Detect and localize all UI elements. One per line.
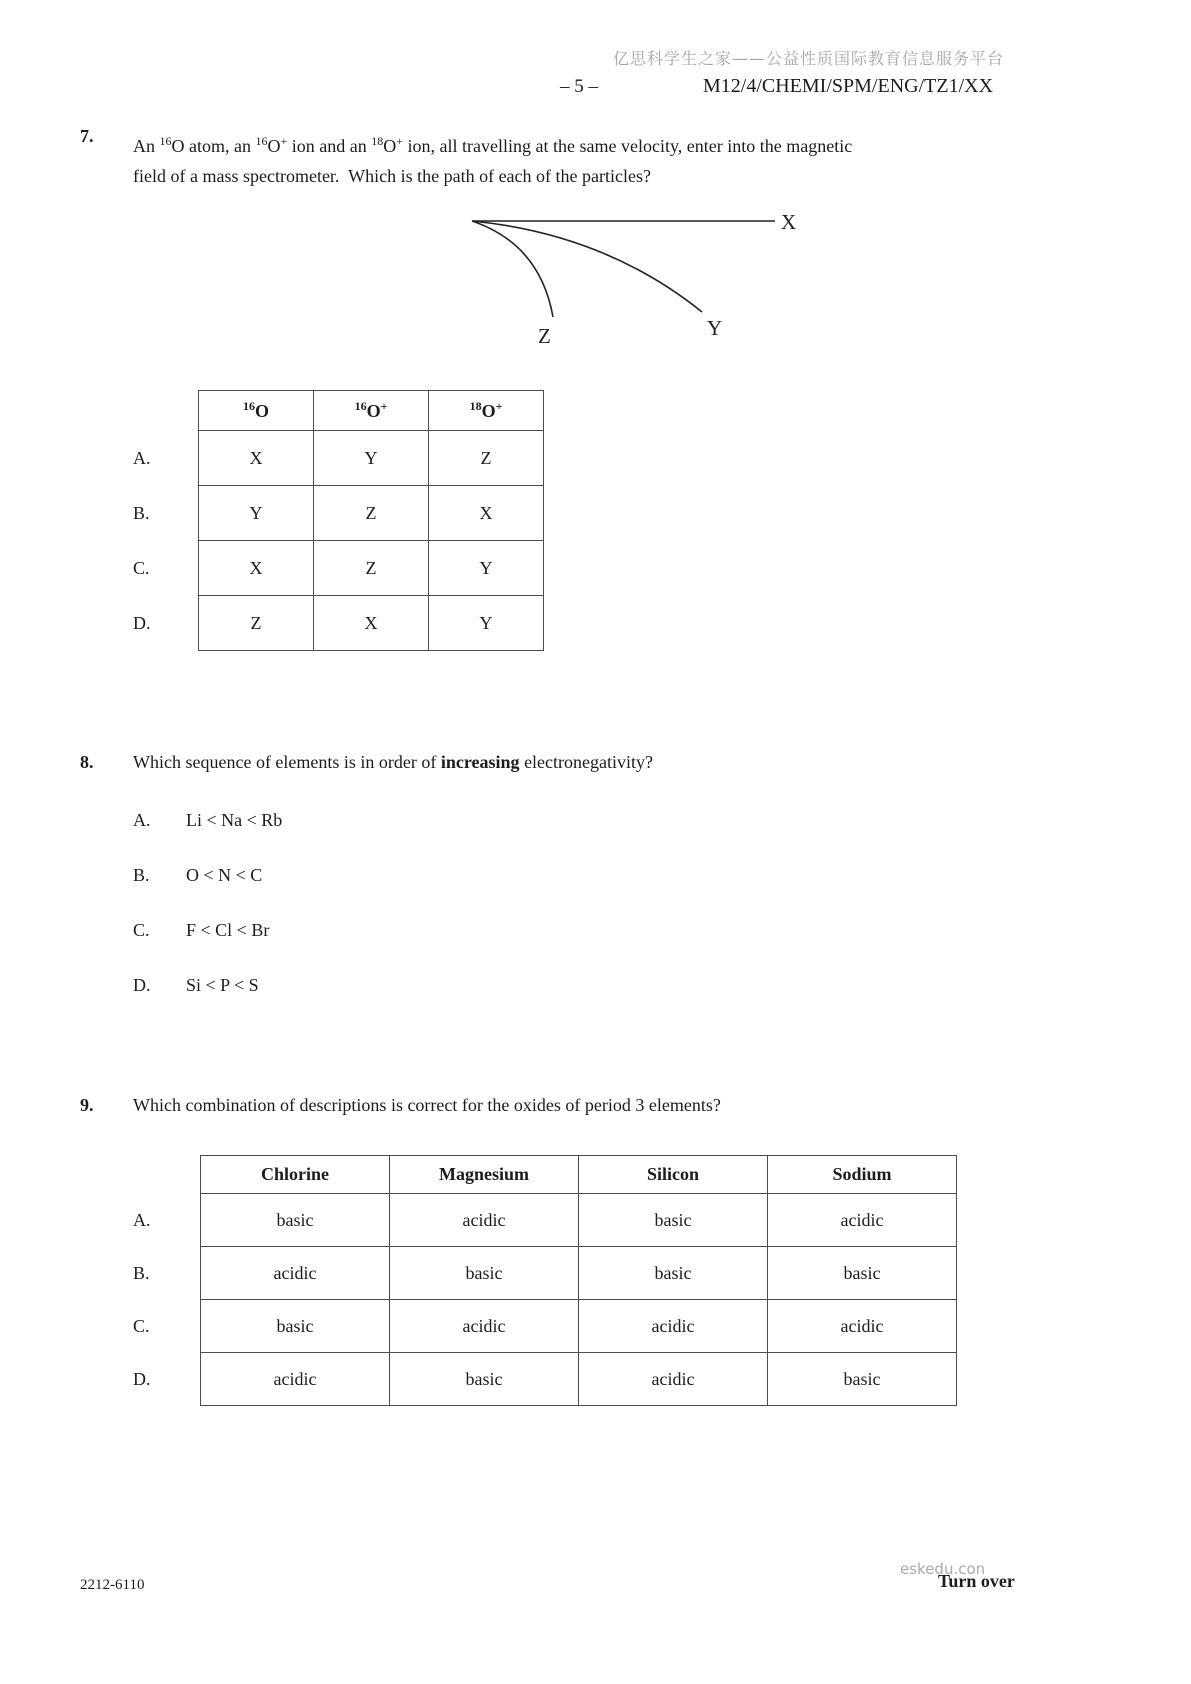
q9-cell: acidic	[579, 1353, 768, 1406]
option-letter: B.	[133, 865, 150, 885]
q7-col-header: $^{16}$O	[199, 391, 314, 431]
q9-cell: acidic	[201, 1247, 390, 1300]
q9-cell: basic	[390, 1353, 579, 1406]
q7-number: 7.	[80, 126, 94, 146]
q9-cell: acidic	[579, 1300, 768, 1353]
footer-watermark: eskedu.con	[900, 1560, 986, 1578]
q9-cell: basic	[768, 1353, 957, 1406]
q7-table-row	[133, 431, 544, 486]
q9-number: 9.	[80, 1095, 94, 1115]
q7-table-row	[133, 541, 544, 596]
q9-cell: acidic	[201, 1353, 390, 1406]
q9-row-label: A.	[133, 1209, 151, 1230]
q7-cell: X	[199, 431, 314, 486]
turn-over-label: Turn over	[938, 1571, 1015, 1591]
q7-cell: Y	[429, 541, 544, 596]
q9-table-row	[133, 1247, 957, 1300]
q8-number: 8.	[80, 752, 94, 772]
q7-row-label: A.	[133, 447, 151, 468]
q7-text: An $^{16}$O atom, an $^{16}$O+ ion and an $^{18}$O+ ion, all travelling at the same velocity, enter into the magnetic field of a mass spectrometer. Which is the path of each of the particles?	[133, 134, 853, 186]
q9-row-label: B.	[133, 1262, 150, 1283]
option-text: F < Cl < Br	[186, 920, 270, 940]
option-letter: A.	[133, 810, 151, 830]
q9-row-label: D.	[133, 1368, 151, 1389]
q7-header-gutter	[133, 391, 199, 431]
header-watermark: 亿思科学生之家——公益性质国际教育信息服务平台	[613, 49, 1005, 68]
q7-cell: X	[314, 596, 429, 651]
paper-code: M12/4/CHEMI/SPM/ENG/TZ1/XX	[703, 75, 994, 97]
page-number: – 5 –	[560, 76, 598, 97]
q7-table-row	[133, 486, 544, 541]
q9-col-header: Silicon	[579, 1156, 768, 1194]
q8-option-b	[133, 865, 262, 886]
q9-text: Which combination of descriptions is correct for the oxides of period 3 elements?	[133, 1095, 721, 1115]
q9-table-row	[133, 1353, 957, 1406]
q9-table-header-row	[133, 1156, 957, 1194]
q9-row-label: C.	[133, 1315, 150, 1336]
q9-cell: basic	[390, 1247, 579, 1300]
q7-cell: Z	[199, 596, 314, 651]
q7-row-label: C.	[133, 557, 150, 578]
q8-option-d	[133, 975, 259, 996]
option-text: Si < P < S	[186, 975, 259, 995]
q7-cell: Y	[199, 486, 314, 541]
q8-text: Which sequence of elements is in order of increasing electronegativity?	[133, 752, 653, 772]
q7-col-header: $^{18}$O+	[429, 391, 544, 431]
option-letter: D.	[133, 975, 151, 995]
q7-row-label: D.	[133, 612, 151, 633]
q7-cell: X	[429, 486, 544, 541]
path-y-curve	[472, 221, 702, 312]
footer-doc-code: 2212-6110	[80, 1577, 145, 1593]
q7-answer-table	[133, 390, 544, 651]
q9-col-header: Chlorine	[201, 1156, 390, 1194]
q9-cell: basic	[768, 1247, 957, 1300]
diagram-label-z: Z	[538, 324, 551, 347]
q9-header-gutter	[133, 1156, 201, 1194]
option-text: Li < Na < Rb	[186, 810, 283, 830]
q9-table-row	[133, 1194, 957, 1247]
q9-cell: acidic	[768, 1300, 957, 1353]
q9-cell: acidic	[768, 1194, 957, 1247]
q7-table-header-row	[133, 391, 544, 431]
q9-cell: acidic	[390, 1300, 579, 1353]
q7-cell: X	[199, 541, 314, 596]
diagram-label-y: Y	[707, 316, 723, 340]
q8-option-a	[133, 810, 282, 831]
path-z-curve	[472, 221, 553, 317]
q7-cell: Z	[314, 541, 429, 596]
q7-table-row	[133, 596, 544, 651]
q7-cell: Z	[314, 486, 429, 541]
q7-row-label: B.	[133, 502, 150, 523]
q8-option-c	[133, 920, 269, 941]
q9-col-header: Magnesium	[390, 1156, 579, 1194]
q9-answer-table	[133, 1155, 957, 1406]
q9-cell: basic	[201, 1300, 390, 1353]
q9-cell: basic	[201, 1194, 390, 1247]
q7-cell: Y	[314, 431, 429, 486]
q9-table-row	[133, 1300, 957, 1353]
q7-col-header: $^{16}$O+	[314, 391, 429, 431]
q9-cell: acidic	[390, 1194, 579, 1247]
q7-cell: Z	[429, 431, 544, 486]
diagram-label-x: X	[781, 210, 797, 234]
q7-path-diagram	[430, 192, 815, 347]
option-letter: C.	[133, 920, 150, 940]
q9-col-header: Sodium	[768, 1156, 957, 1194]
option-text: O < N < C	[186, 865, 263, 885]
q7-cell: Y	[429, 596, 544, 651]
q9-cell: basic	[579, 1194, 768, 1247]
q9-cell: basic	[579, 1247, 768, 1300]
